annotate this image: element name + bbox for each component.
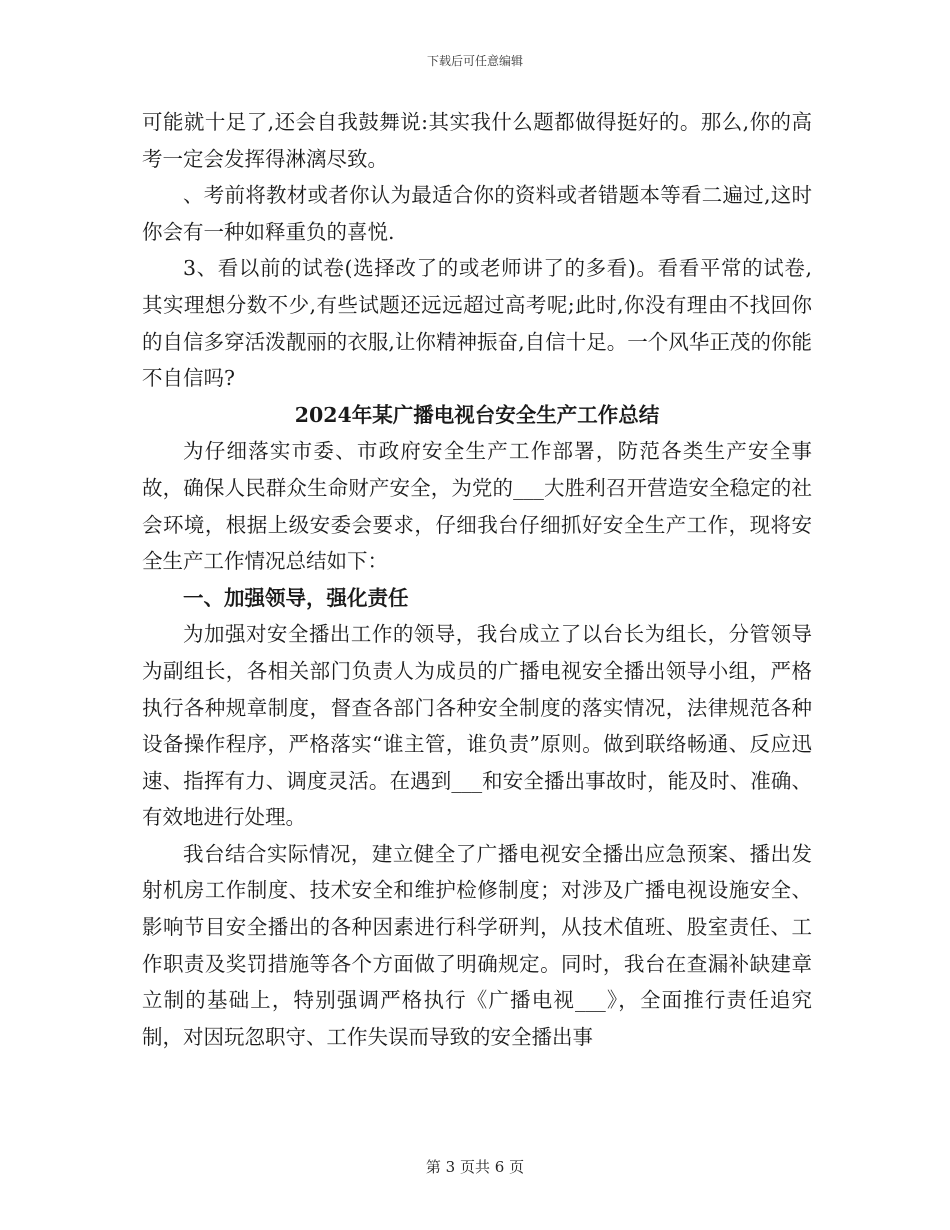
section-heading-leadership: 一、加强领导，强化责任	[183, 585, 409, 610]
page-header: 下载后可任意编辑	[426, 54, 523, 68]
paragraph-regulations: 我台结合实际情况，建立健全了广播电视安全播出应急预案、播出发射机房工作制度、技术安全和维护检修制度；对涉及广播电视设施安全、影响节目安全播出的各种因素进行科学研判，从技术值班、股室责任、工作职责及奖罚措施等各个方面做了明确规定。同时，我台在查漏补缺建章立制的基础上，特别强调严格执行《广播电视___》，全面推行责任追究制，对因玩忽职守、工作失误而导致的安全播出事	[142, 841, 812, 1049]
paragraph-leadership: 为加强对安全播出工作的领导，我台成立了以台长为组长，分管领导为副组长，各相关部门负责人为成员的广播电视安全播出领导小组，严格执行各种规章制度，督查各部门各种安全制度的落实情况，法律规范各种设备操作程序，严格落实“谁主管，谁负责”原则。做到联络畅通、反应迅速、指挥有力、调度灵活。在遇到___和安全播出事故时，能及时、准确、有效地进行处理。	[142, 622, 812, 830]
document-title: 2024年某广播电视台安全生产工作总结	[294, 402, 660, 427]
paragraph-continuation: 可能就十足了,还会自我鼓舞说:其实我什么题都做得挺好的。那么,你的高考一定会发挥得淋漓尽致。	[142, 110, 812, 171]
paragraph-review-materials: 、考前将教材或者你认为最适合你的资料或者错题本等看二遍过,这时你会有一种如释重负的喜悦.	[142, 183, 812, 244]
paragraph-intro: 为仔细落实市委、市政府安全生产工作部署，防范各类生产安全事故，确保人民群众生命财产安全，为党的___大胜利召开营造安全稳定的社会环境，根据上级安委会要求，仔细我台仔细抓好安全生产工作，现将安全生产工作情况总结如下：	[142, 439, 812, 574]
paragraph-review-tests: 3、看以前的试卷(选择改了的或老师讲了的多看)。看看平常的试卷,其实理想分数不少,有些试题还远远超过高考呢;此时,你没有理由不找回你的自信多穿活泼靓丽的衣服,让你精神振奋,自信十足。一个风华正茂的你能不自信吗?	[142, 256, 812, 391]
page-number: 第 3 页共 6 页	[425, 1158, 525, 1176]
document-body	[142, 104, 812, 1055]
